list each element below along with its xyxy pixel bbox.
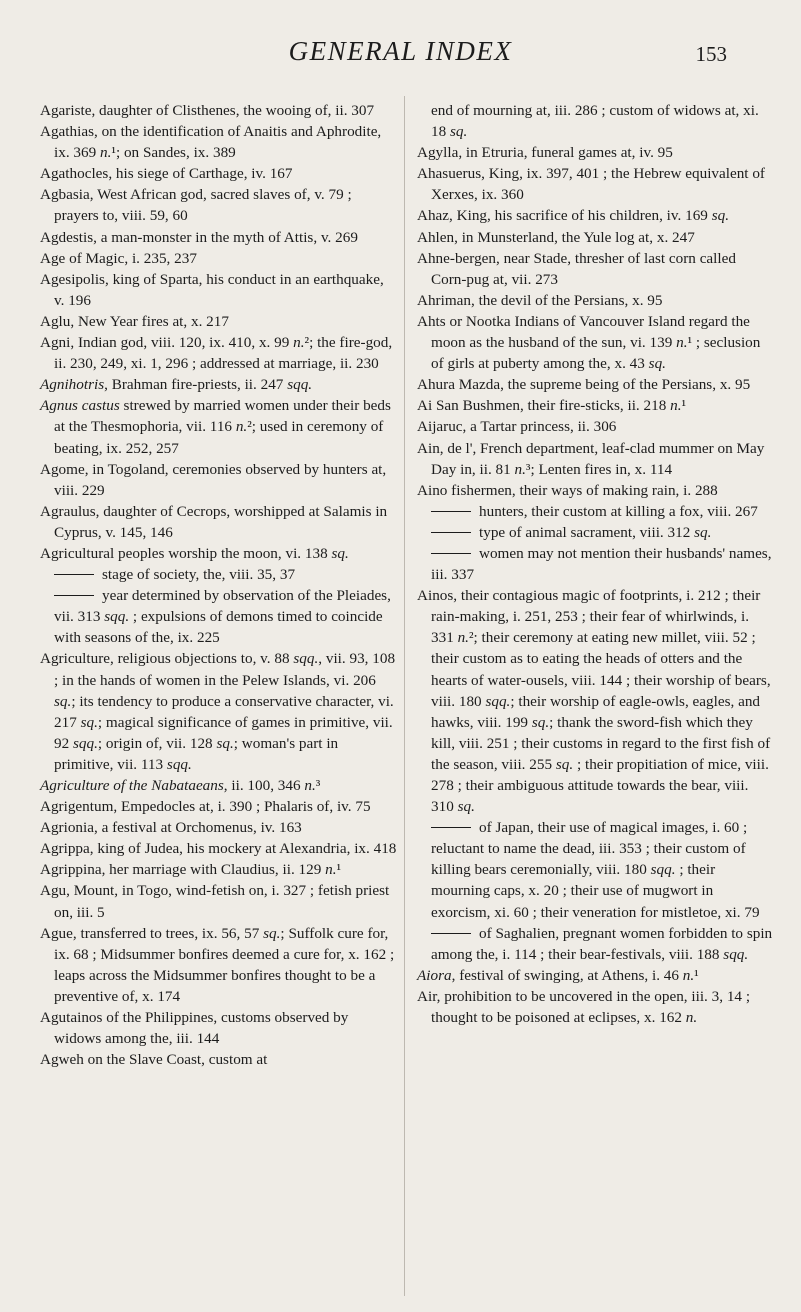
italic-text: n. — [670, 397, 682, 415]
entry-text: ; its tendency to produce a conservative character, vi. 217 — [54, 692, 394, 731]
entry-text: Ahaz, King, his sacrifice of his children, iv. 169 — [417, 207, 712, 225]
entry-text: end of mourning at, iii. 286 ; custom of widows at, xi. 18 — [431, 102, 759, 141]
italic-text: n. — [457, 629, 469, 647]
index-subentry — [40, 564, 397, 585]
entry-text: Aglu, New Year fires at, x. 217 — [40, 312, 229, 330]
index-entry — [417, 227, 774, 248]
italic-text: sqq. — [723, 945, 749, 963]
index-column-right — [417, 100, 774, 1028]
entry-text: ¹ — [694, 966, 699, 984]
index-subentry — [417, 100, 774, 142]
italic-text: sqq. — [72, 734, 98, 752]
ditto-dash — [54, 574, 94, 575]
index-entry — [40, 796, 397, 817]
entry-text: ; expulsions of demons timed to coincide with seasons of the, ix. 225 — [54, 608, 383, 647]
index-subentry — [417, 817, 774, 922]
index-entry — [417, 416, 774, 437]
index-entry — [40, 121, 397, 163]
entry-text: of Saghalien, pregnant women forbidden to spin among the, i. 114 ; their bear-festivals, viii. 188 — [431, 924, 773, 963]
entry-text: Agesipolis, king of Sparta, his conduct in an earthquake, v. 196 — [40, 270, 384, 309]
entry-text: ¹; on Sandes, ix. 389 — [111, 144, 236, 162]
italic-text: Agnihotris — [40, 376, 105, 394]
entry-text: year determined by observation of the Pleiades, vii. 313 — [54, 587, 391, 626]
entry-text: type of animal sacrament, viii. 312 — [479, 523, 695, 541]
italic-text: sq. — [648, 355, 666, 373]
index-entry — [417, 480, 774, 501]
index-entry — [417, 986, 774, 1028]
ditto-dash — [431, 532, 471, 533]
index-subentry — [417, 501, 774, 522]
index-entry — [40, 1007, 397, 1049]
entry-text: , ii. 100, 346 — [223, 777, 305, 794]
entry-text: ; Suffolk cure for, ix. 68 ; Midsummer bonfires deemed a cure for, x. 162 ; leaps across the Midsummer bonfires thought to be a preventive of, x. 174 — [54, 924, 395, 1005]
index-entry — [40, 880, 397, 922]
entry-text: hunters, their custom at killing a fox, viii. 267 — [479, 502, 758, 520]
index-entry — [417, 438, 774, 480]
entry-text: Aijaruc, a Tartar princess, ii. 306 — [417, 418, 617, 436]
entry-text: Air, prohibition to be uncovered in the open, iii. 3, 14 ; thought to be poisoned at eclipses, x. 162 — [417, 987, 751, 1027]
page-header — [0, 36, 801, 66]
index-entry — [417, 395, 774, 416]
italic-text: sq. — [457, 798, 475, 816]
italic-text: sqq. — [293, 650, 319, 668]
entry-text: Ainos, their contagious magic of footprints, i. 212 ; their rain-making, i. 251, 253 ; their fear of whirlwinds, i. 331 — [417, 587, 761, 647]
entry-text: ¹ ; seclusion of girls at puberty among the, x. 43 — [431, 334, 761, 373]
index-entry — [417, 205, 774, 226]
entry-text: Age of Magic, i. 235, 237 — [40, 249, 197, 267]
index-entry — [417, 290, 774, 311]
entry-text: Agricultural peoples worship the moon, vi. 138 — [40, 544, 332, 562]
index-entry — [40, 163, 397, 184]
entry-text: Agbasia, West African god, sacred slaves of, v. 79 ; prayers to, viii. 59, 60 — [40, 186, 352, 225]
italic-text: sq. — [555, 755, 574, 773]
entry-text: , vii. 93, 108 ; in the hands of women in the Pelew Islands, vi. 206 — [54, 650, 396, 689]
italic-text: Aiora — [417, 966, 452, 984]
entry-text: Agdestis, a man-monster in the myth of Attis, v. 269 — [40, 228, 358, 246]
entry-text: Ahlen, in Munsterland, the Yule log at, x. 247 — [417, 228, 695, 246]
entry-text: ²; used in ceremony of beating, ix. 252, 257 — [54, 418, 384, 457]
italic-text: n. — [676, 334, 688, 352]
italic-text: sq. — [263, 924, 281, 942]
index-column-left — [40, 100, 397, 1070]
index-subentry — [417, 923, 774, 965]
entry-text: Agrippa, king of Judea, his mockery at Alexandria, ix. 418 — [40, 840, 397, 858]
entry-text: Agathocles, his siege of Carthage, iv. 167 — [40, 165, 293, 183]
entry-text: , festival of swinging, at Athens, i. 46 — [451, 966, 683, 984]
entry-text: Agraulus, daughter of Cecrops, worshipped at Salamis in Cyprus, v. 145, 146 — [40, 502, 388, 541]
index-entry — [40, 543, 397, 564]
index-entry — [40, 459, 397, 501]
index-subentry — [40, 585, 397, 648]
italic-text: n. — [325, 861, 337, 879]
index-entry — [40, 100, 397, 121]
italic-text: n. — [235, 418, 248, 436]
index-entry — [40, 817, 397, 838]
index-entry — [417, 163, 774, 205]
index-entry — [40, 332, 397, 374]
entry-text: Ahura Mazda, the supreme being of the Persians, x. 95 — [417, 376, 751, 394]
index-entry — [417, 248, 774, 290]
ditto-dash — [431, 553, 471, 554]
entry-text: ³; Lenten fires in, x. 114 — [525, 460, 673, 478]
entry-text: Agni, Indian god, viii. 120, ix. 410, x. 99 — [40, 334, 294, 352]
entry-text: Aino fishermen, their ways of making rain, i. 288 — [417, 481, 718, 499]
italic-text: sqq. — [166, 755, 192, 773]
index-entry — [40, 184, 397, 226]
index-entry — [40, 859, 397, 880]
index-entry — [417, 142, 774, 163]
entry-text: Agu, Mount, in Togo, wind-fetish on, i. 327 ; fetish priest on, iii. 5 — [40, 882, 390, 921]
entry-text: Agrionia, a festival at Orchomenus, iv. 163 — [40, 819, 302, 837]
italic-text: n. — [293, 334, 305, 352]
index-entry — [417, 965, 774, 986]
ditto-dash — [54, 595, 94, 596]
column-gutter — [404, 96, 405, 1296]
entry-text: of Japan, their use of magical images, i. 60 ; reluctant to name the dead, iii. 353 ; their custom of killing bears ceremonially, viii. 180 — [431, 819, 748, 879]
italic-text: sq. — [80, 713, 98, 731]
index-entry — [40, 227, 397, 248]
entry-text: Agrigentum, Empedocles at, i. 390 ; Phalaris of, iv. 75 — [40, 798, 371, 816]
entry-text: Ain, de l', French department, leaf-clad mummer on May Day in, ii. 81 — [417, 439, 765, 478]
entry-text: ; magical significance of games in primitive, vii. 92 — [54, 713, 393, 752]
index-entry — [40, 648, 397, 775]
index-entry — [417, 311, 774, 374]
entry-text: Agriculture, religious objections to, v. 88 — [40, 650, 294, 668]
running-title: GENERAL INDEX — [288, 36, 513, 66]
entry-text: ¹ — [681, 397, 687, 415]
index-entry — [40, 838, 397, 859]
index-subentry — [417, 522, 774, 543]
entry-text: Ahne-bergen, near Stade, thresher of last corn called Corn-pug at, vii. 273 — [417, 249, 736, 288]
entry-text: Agariste, daughter of Clisthenes, the wooing of, ii. 307 — [40, 102, 375, 119]
entry-text: Ahts or Nootka Indians of Vancouver Island regard the moon as the husband of the sun, vi. 139 — [417, 312, 750, 352]
italic-text: Agnus castus — [40, 397, 120, 415]
italic-text: n. — [682, 966, 695, 984]
index-entry — [417, 374, 774, 395]
index-entry — [40, 501, 397, 543]
index-entry — [40, 374, 397, 395]
italic-text: sq. — [694, 523, 712, 541]
entry-text: ; origin of, vii. 128 — [97, 734, 217, 752]
index-entry — [40, 395, 397, 458]
entry-text: ; their worship of eagle-owls, eagles, and hawks, viii. 199 — [431, 692, 761, 731]
italic-text: n. — [100, 144, 112, 162]
entry-text: ³ — [315, 777, 321, 794]
index-entry — [40, 269, 397, 311]
index-subentry — [417, 543, 774, 585]
italic-text: sqq. — [287, 376, 313, 394]
italic-text: sq. — [331, 544, 349, 562]
index-entry — [417, 585, 774, 817]
ditto-dash — [431, 827, 471, 828]
entry-text: ; woman's part in primitive, vii. 113 — [54, 734, 339, 773]
entry-text: ; their mourning caps, x. 20 ; their use of mugwort in exorcism, xi. 60 ; their veneration for mistletoe, xi. 79 — [431, 861, 760, 921]
italic-text: sq. — [531, 713, 550, 731]
ditto-dash — [431, 933, 471, 934]
entry-text: , Brahman fire-priests, ii. 247 — [104, 376, 288, 394]
entry-text: strewed by married women under their beds at the Thesmophoria, vii. 116 — [54, 397, 391, 436]
entry-text: ; their propitiation of mice, viii. 278 ; their ambiguous attitude towards the bear, viii. 310 — [431, 755, 769, 816]
entry-text: Ague, transferred to trees, ix. 56, 57 — [40, 924, 264, 942]
entry-text: ²; their ceremony at eating new millet, viii. 52 ; their custom as to eating the heads of otters and the hearts of water-ousels, viii. 144 ; their worship of bears, viii. 180 — [431, 629, 771, 710]
entry-text: ¹ — [336, 861, 342, 879]
page-number: 153 — [695, 42, 727, 66]
italic-text: sq. — [216, 734, 234, 752]
italic-text: sq. — [449, 123, 468, 141]
entry-text: ; thank the sword-fish which they kill, viii. 251 ; their customs in regard to the first fish of the season, viii. 255 — [431, 713, 771, 773]
ditto-dash — [431, 511, 471, 512]
index-entry — [40, 311, 397, 332]
entry-text: Agrippina, her marriage with Claudius, ii. 129 — [40, 861, 326, 879]
italic-text: sq. — [54, 692, 72, 710]
index-entry — [40, 923, 397, 1007]
entry-text: women may not mention their husbands' names, iii. 337 — [431, 544, 772, 584]
entry-text: Ahriman, the devil of the Persians, x. 95 — [417, 291, 663, 309]
italic-text: sqq. — [650, 861, 676, 879]
entry-text: Agutainos of the Philippines, customs observed by widows among the, iii. 144 — [40, 1009, 349, 1048]
entry-text: Agweh on the Slave Coast, custom at — [40, 1051, 268, 1069]
entry-text: Ahasuerus, King, ix. 397, 401 ; the Hebrew equivalent of Xerxes, ix. 360 — [417, 165, 765, 204]
entry-text: stage of society, the, viii. 35, 37 — [102, 566, 296, 584]
italic-text: n. — [514, 460, 526, 478]
italic-text: n. — [304, 777, 316, 794]
index-entry — [40, 1049, 397, 1070]
entry-text: ²; the fire-god, ii. 230, 249, xi. 1, 296 ; addressed at marriage, ii. 230 — [54, 334, 393, 373]
index-entry — [40, 775, 397, 796]
entry-text: Agathias, on the identification of Anaitis and Aphrodite, ix. 369 — [40, 123, 382, 162]
italic-text: sq. — [711, 207, 729, 225]
entry-text: Ai San Bushmen, their fire-sticks, ii. 218 — [417, 397, 671, 415]
italic-text: Agriculture of the Nabataeans — [40, 777, 224, 794]
entry-text: Agome, in Togoland, ceremonies observed by hunters at, viii. 229 — [40, 460, 387, 499]
entry-text: Agylla, in Etruria, funeral games at, iv. 95 — [417, 144, 673, 162]
italic-text: sqq. — [485, 692, 511, 710]
italic-text: n. — [685, 1009, 698, 1027]
italic-text: sqq. — [104, 608, 130, 626]
index-entry — [40, 248, 397, 269]
